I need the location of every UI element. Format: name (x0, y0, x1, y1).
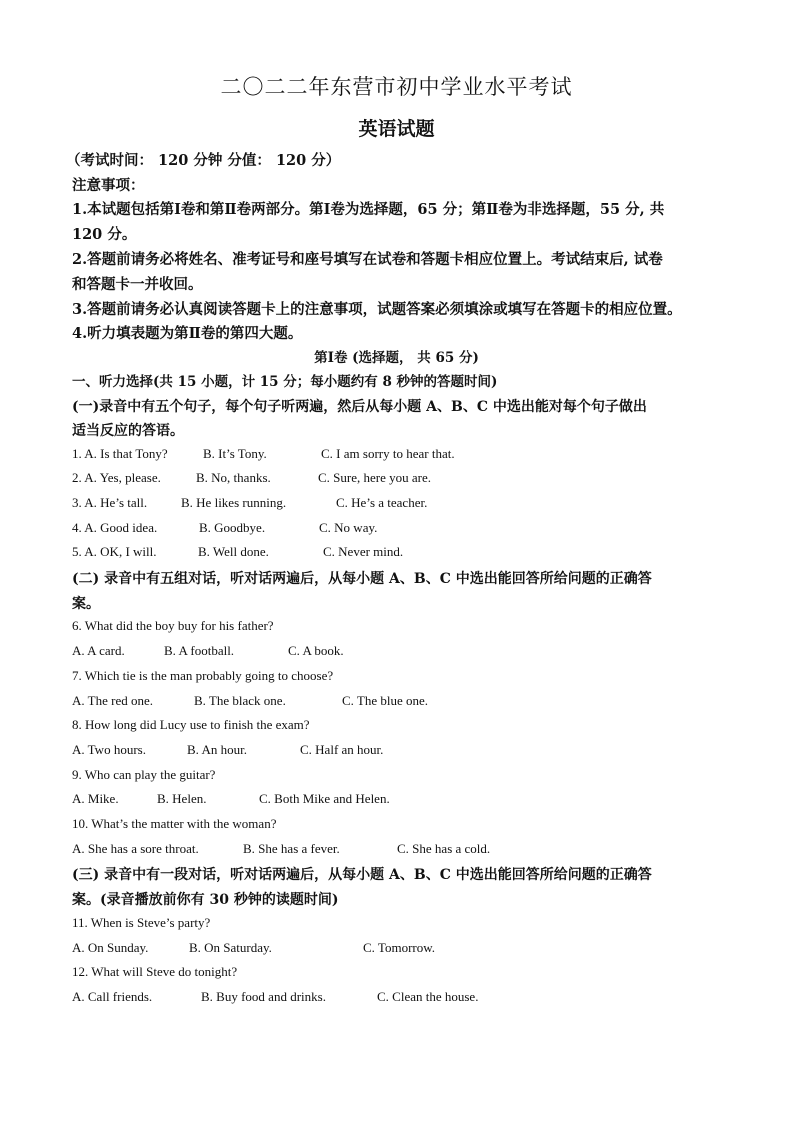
exam-subtitle: 英语试题 (358, 118, 435, 140)
note-item-4: 4.听力填表题为第Ⅱ卷的第四大题。 (72, 325, 303, 342)
sub2-instruction-cont: 案。 (72, 596, 100, 612)
q5-option-c: C. Never mind. (323, 544, 404, 559)
q7-option-b: B. The black one. (194, 693, 286, 708)
q3-option-c: C. He’s a teacher. (336, 495, 428, 510)
note-item-2: 2.答题前请务必将姓名、准考证号和座号填写在试卷和答题卡相应位置上。考试结束后, 试卷 (72, 251, 663, 268)
q6-option-b: B. A football. (164, 643, 235, 658)
exam-info: （考试时间： 120 分钟 分值： 120 分） (66, 152, 341, 169)
q9-text: 9. Who can play the guitar? (72, 767, 216, 782)
q2-option-b: B. No, thanks. (196, 470, 271, 485)
q9-option-b: B. Helen. (157, 791, 207, 806)
note-item-3: 3.答题前请务必认真阅读答题卡上的注意事项，试题答案必须填涂或填写在答题卡的相应位置。 (72, 301, 682, 318)
q4-option-b: B. Goodbye. (199, 520, 266, 535)
q9-option-c: C. Both Mike and Helen. (259, 791, 390, 806)
q7-option-a: A. The red one. (72, 693, 153, 708)
q6-option-a: A. A card. (72, 643, 125, 658)
q2-option-c: C. Sure, here you are. (318, 470, 431, 485)
notes-heading: 注意事项： (72, 177, 145, 194)
sub1-instruction-cont: 适当反应的答语。 (72, 423, 184, 439)
exam-title: 二〇二二年东营市初中学业水平考试 (220, 75, 573, 99)
q5-option-b: B. Well done. (198, 544, 269, 559)
sub2-instruction: (二) 录音中有五组对话，听对话两遍后，从每小题 A、B、C 中选出能回答所给问题的正确答 (72, 571, 652, 587)
note-item-1: 1.本试题包括第Ⅰ卷和第Ⅱ卷两部分。第Ⅰ卷为选择题，65 分；第Ⅱ卷为非选择题，55 分, 共 (72, 201, 665, 218)
q7-option-c: C. The blue one. (342, 693, 429, 708)
q12-option-c: C. Clean the house. (377, 989, 479, 1004)
q11-option-b: B. On Saturday. (189, 940, 272, 955)
sub3-instruction: (三) 录音中有一段对话，听对话两遍后，从每小题 A、B、C 中选出能回答所给问题的正确答 (72, 867, 652, 883)
q12-text: 12. What will Steve do tonight? (72, 964, 238, 979)
q4-option-c: C. No way. (319, 520, 378, 535)
q3-option-b: B. He likes running. (181, 495, 287, 510)
q8-option-a: A. Two hours. (72, 742, 146, 757)
sub3-instruction-cont: 案。(录音播放前你有 30 秒钟的读题时间) (72, 892, 339, 908)
q6-option-c: C. A book. (288, 643, 344, 658)
q8-option-b: B. An hour. (187, 742, 247, 757)
q11-option-a: A. On Sunday. (72, 940, 149, 955)
q11-text: 11. When is Steve’s party? (72, 915, 211, 930)
q7-text: 7. Which tie is the man probably going to choose? (72, 668, 334, 683)
note-item-2-cont: 和答题卡一并收回。 (72, 276, 203, 293)
part1-heading: 第Ⅰ卷 (选择题， 共 65 分) (314, 350, 479, 366)
q1-option-b: B. It’s Tony. (203, 446, 267, 461)
section1-title: 一、听力选择(共 15 小题，计 15 分；每小题约有 8 秒钟的答题时间) (72, 374, 498, 390)
q3-option-a: 3. A. He’s tall. (72, 495, 148, 510)
note-item-1-cont: 120 分。 (72, 226, 137, 243)
q11-option-c: C. Tomorrow. (363, 940, 436, 955)
q6-text: 6. What did the boy buy for his father? (72, 618, 274, 633)
q4-option-a: 4. A. Good idea. (72, 520, 158, 535)
q1-option-c: C. I am sorry to hear that. (321, 446, 455, 461)
sub1-instruction: (一)录音中有五个句子，每个句子听两遍，然后从每小题 A、B、C 中选出能对每个句子做出 (72, 399, 647, 415)
q2-option-a: 2. A. Yes, please. (72, 470, 161, 485)
q12-option-a: A. Call friends. (72, 989, 153, 1004)
q9-option-a: A. Mike. (72, 791, 119, 806)
q10-option-a: A. She has a sore throat. (72, 841, 199, 856)
q10-text: 10. What’s the matter with the woman? (72, 816, 277, 831)
q8-text: 8. How long did Lucy use to finish the exam? (72, 717, 310, 732)
q8-option-c: C. Half an hour. (300, 742, 384, 757)
q10-option-c: C. She has a cold. (397, 841, 491, 856)
q10-option-b: B. She has a fever. (243, 841, 340, 856)
q12-option-b: B. Buy food and drinks. (201, 989, 326, 1004)
q1-option-a: 1. A. Is that Tony? (72, 446, 168, 461)
q5-option-a: 5. A. OK, I will. (72, 544, 157, 559)
